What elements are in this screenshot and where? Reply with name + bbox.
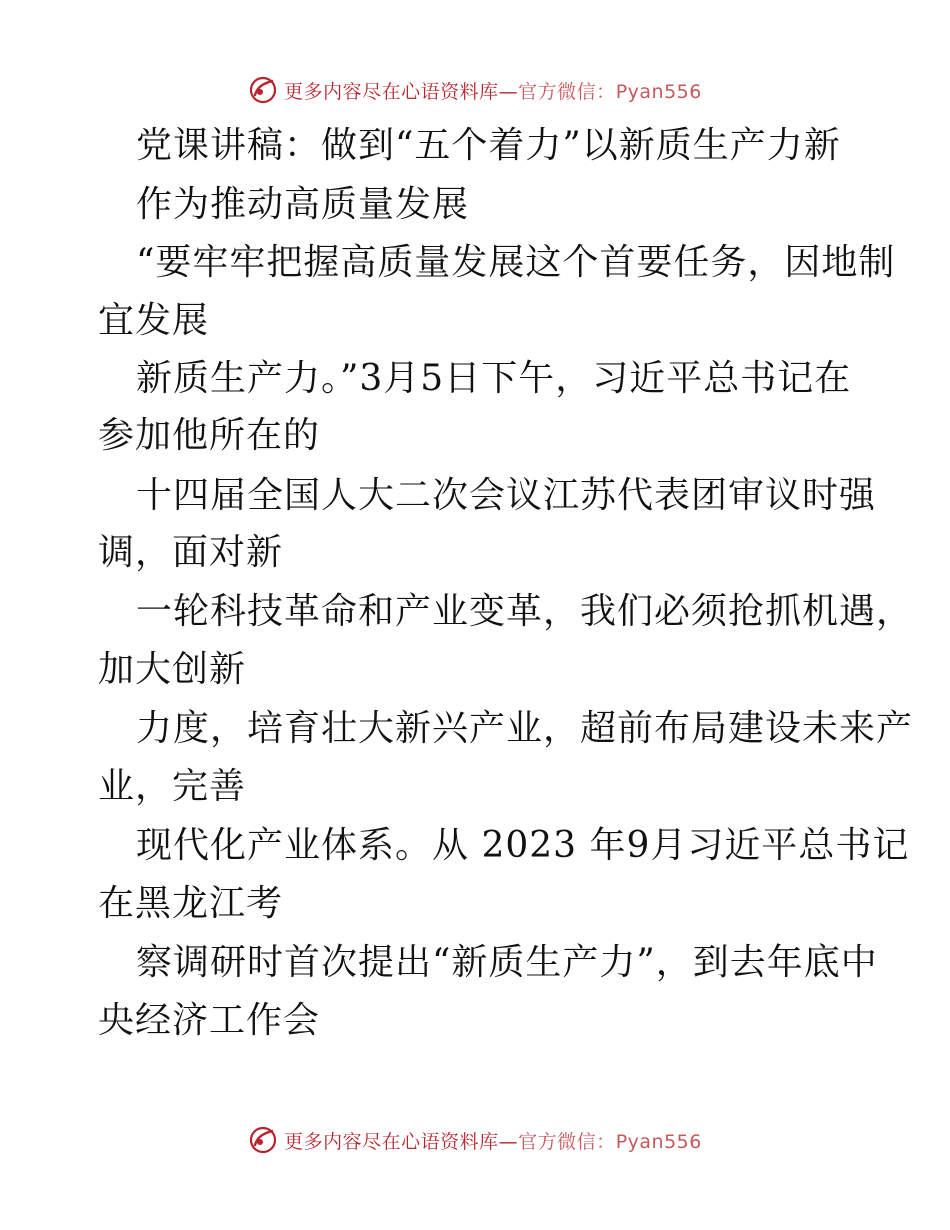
doc-line: 察调研时首次提出“新质生产力”，到去年底中	[136, 942, 878, 983]
doc-line: 党课讲稿：做到“五个着力”以新质生产力新	[136, 125, 841, 166]
watermark-wechat-label: 官方微信：	[518, 1130, 616, 1153]
watermark-separator: —	[498, 80, 519, 103]
watermark-wechat-label: 官方微信：	[518, 80, 616, 103]
doc-line: 业，完善	[98, 766, 247, 807]
watermark-site: 更多内容尽在心语资料库	[284, 80, 499, 103]
doc-line: “要牢牢把握高质量发展这个首要任务，因地制	[136, 242, 896, 283]
doc-line: 十四届全国人大二次会议江苏代表团审议时强	[136, 475, 877, 516]
doc-line: 参加他所在的	[98, 415, 321, 456]
header-watermark	[0, 70, 950, 110]
watermark-text	[284, 1127, 702, 1154]
watermark-site: 更多内容尽在心语资料库	[284, 1130, 499, 1153]
doc-line: 宜发展	[98, 300, 210, 341]
watermark-text	[284, 77, 702, 104]
doc-line: 作为推动高质量发展	[136, 184, 470, 225]
footer-watermark	[0, 1120, 950, 1160]
doc-line: 调，面对新	[98, 532, 284, 573]
doc-line: 一轮科技革命和产业变革，我们必须抢抓机遇，	[136, 591, 914, 632]
doc-line: 力度，培育壮大新兴产业，超前布局建设未来产	[136, 708, 914, 749]
doc-line: 新质生产力。”3月5日下午，习近平总书记在	[136, 358, 852, 399]
logo-icon	[248, 1125, 278, 1155]
doc-line: 央经济工作会	[98, 1000, 321, 1041]
doc-line: 在黑龙江考	[98, 883, 284, 924]
doc-line: 现代化产业体系。从 2023 年9月习近平总书记	[136, 825, 910, 866]
watermark-wechat-id: Pyan556	[615, 1130, 702, 1153]
watermark-separator: —	[498, 1130, 519, 1153]
watermark-wechat-id: Pyan556	[615, 80, 702, 103]
doc-line: 加大创新	[98, 649, 247, 690]
logo-icon	[248, 75, 278, 105]
